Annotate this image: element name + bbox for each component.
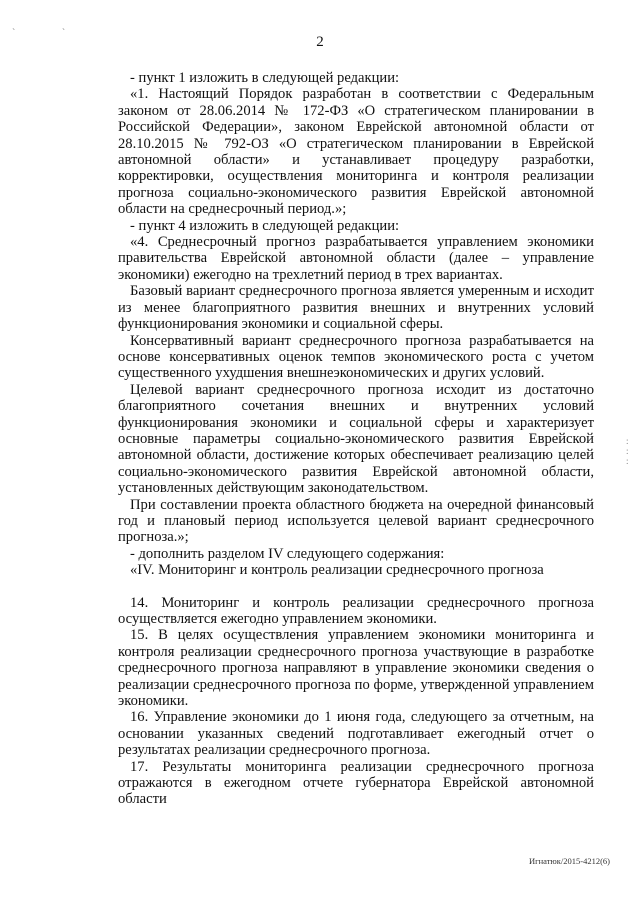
paragraph: 15. В целях осуществления управлением экономики мониторинга и контроля реализации среднесрочного прогноза участвующие в разработке среднесрочного прогноза направляют в управление экономики сведения о реализации среднесрочного прогноза по форме, утвержденной управлением экономики.	[118, 627, 594, 710]
paragraph: 14. Мониторинг и контроль реализации среднесрочного прогноза осуществляется ежегодно управлением экономики.	[118, 594, 594, 627]
section-gap	[118, 579, 594, 595]
paragraph: При составлении проекта областного бюджета на очередной финансовый год и плановый период используется целевой вариант среднесрочного прогноза.»;	[118, 496, 594, 546]
paragraph: Базовый вариант среднесрочного прогноза является умеренным и исходит из менее благоприятного развития внешних и внутренних условий функционирования экономики и социальной сферы.	[118, 283, 594, 333]
paragraph: Консервативный вариант среднесрочного прогноза разрабатывается на основе консервативных оценок темпов экономического роста с учетом существенного ухудшения внешнеэкономических и других условий.	[118, 332, 594, 382]
paragraph: 16. Управление экономики до 1 июня года, следующего за отчетным, на основании указанных сведений подготавливает ежегодный отчет о результатах реализации среднесрочного прогноза.	[118, 709, 594, 759]
paragraph: «4. Среднесрочный прогноз разрабатывается управлением экономики правительства Еврейской автономной области (далее – управление экономики) ежегодно на трехлетний период в трех вариантах.	[118, 234, 594, 283]
paragraph: Целевой вариант среднесрочного прогноза исходит из достаточно благоприятного сочетания внешних и внутренних условий функционирования экономики и социальной сферы и характеризует основные параметры социально-экономического развития Еврейской автономной области, достижение которых обеспечивает реализацию целей социально-экономического развития Еврейской автономной области, установленных действующим законодательством.	[118, 381, 594, 497]
paragraph: «1. Настоящий Порядок разработан в соответствии с Федеральным законом от 28.06.2014 № 172-ФЗ «О стратегическом планировании в Российской Федерации», законом Еврейской автономной области от 28.10.2015 № 792-ОЗ «О стратегическом планировании в Еврейской автономной области» и устанавливает процедуру разработки, корректировки, осуществления мониторинга и контроля реализации прогноза социально-экономического развития Еврейской автономной области на среднесрочный период.»;	[118, 86, 594, 218]
scan-dots: ` `	[12, 28, 88, 39]
paragraph: - дополнить разделом IV следующего содержания:	[130, 545, 445, 562]
paragraph: - пункт 1 изложить в следующей редакции:	[130, 70, 400, 86]
footer-code: Игнатюк/2015-4212(6)	[528, 856, 610, 866]
margin-mark: : : :	[626, 436, 629, 466]
page-number: 2	[316, 34, 324, 50]
section-heading: «IV. Мониторинг и контроль реализации среднесрочного прогноза	[130, 562, 544, 579]
paragraph: - пункт 4 изложить в следующей редакции:	[130, 217, 400, 234]
paragraph: 17. Результаты мониторинга реализации среднесрочного прогноза отражаются в ежегодном отчете губернатора Еврейской автономной области	[118, 758, 594, 808]
document-body	[118, 70, 594, 808]
